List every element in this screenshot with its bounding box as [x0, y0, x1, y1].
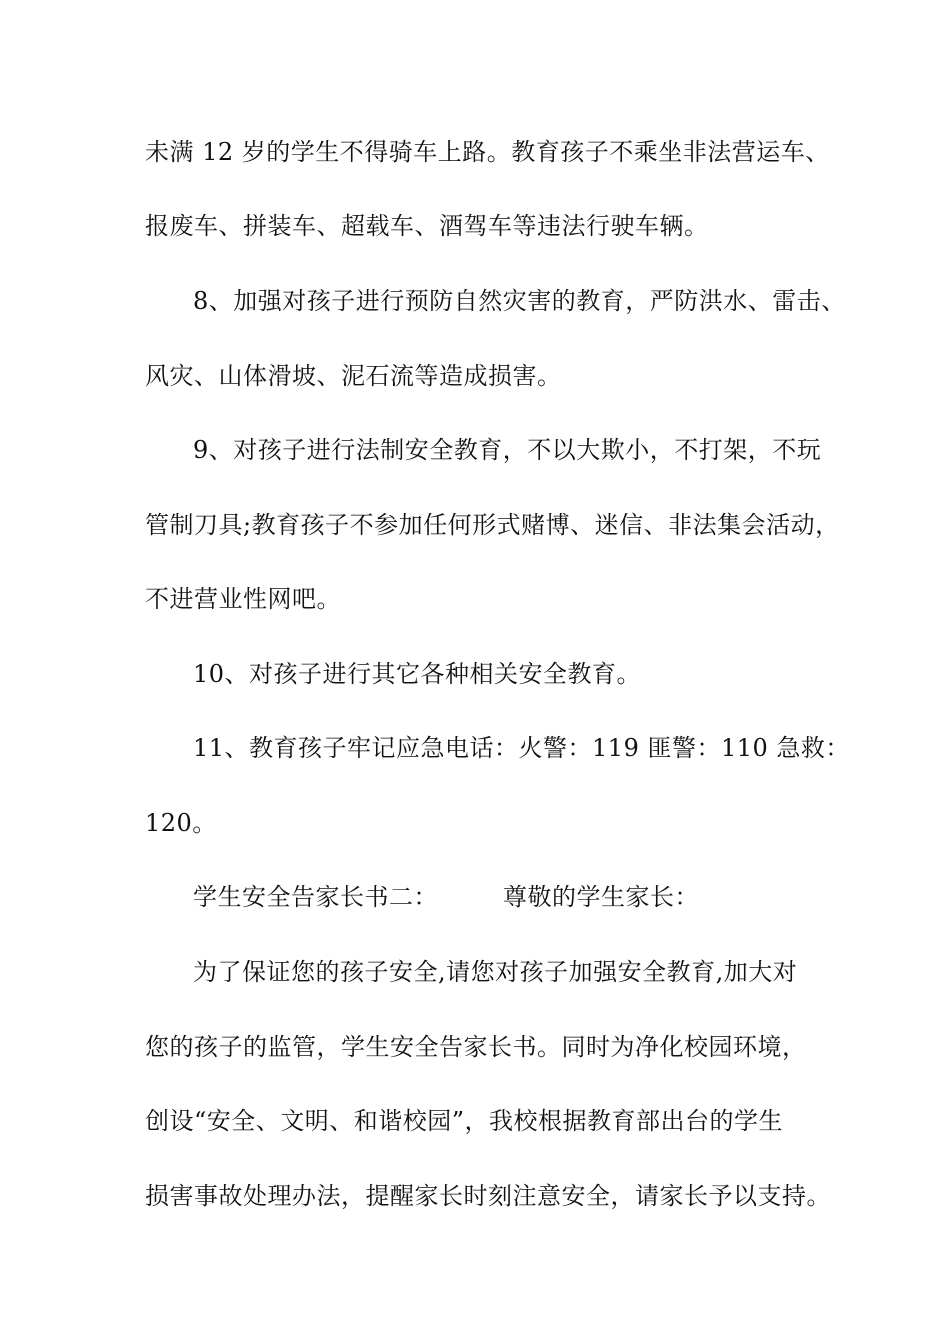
text-line-9: 11、教育孩子牢记应急电话：火警：119 匪警：110 急救： — [193, 734, 850, 762]
text-line-7: 不进营业性网吧。 — [145, 585, 341, 613]
text-line-10: 120。 — [145, 809, 217, 837]
text-line-6: 管制刀具;教育孩子不参加任何形式赌博、迷信、非法集会活动， — [145, 511, 840, 539]
text-line-1: 未满 12 岁的学生不得骑车上路。教育孩子不乘坐非法营运车、 — [145, 138, 830, 166]
text-line-12: 为了保证您的孩子安全,请您对孩子加强安全教育,加大对 — [193, 958, 798, 986]
text-line-15: 损害事故处理办法，提醒家长时刻注意安全，请家长予以支持。 — [145, 1182, 831, 1210]
text-line-8: 10、对孩子进行其它各种相关安全教育。 — [193, 660, 642, 688]
text-line-11: 学生安全告家长书二： 尊敬的学生家长： — [193, 883, 700, 911]
text-line-2: 报废车、拼装车、超载车、酒驾车等违法行驶车辆。 — [145, 212, 709, 240]
text-line-5: 9、对孩子进行法制安全教育，不以大欺小，不打架，不玩 — [193, 436, 822, 464]
text-line-14: 创设“安全、文明、和谐校园”，我校根据教育部出台的学生 — [145, 1107, 784, 1135]
text-line-3: 8、加强对孩子进行预防自然灾害的教育，严防洪水、雷击、 — [193, 287, 846, 315]
text-line-13: 您的孩子的监管，学生安全告家长书。同时为净化校园环境， — [145, 1033, 807, 1061]
text-line-4: 风灾、山体滑坡、泥石流等造成损害。 — [145, 362, 562, 390]
